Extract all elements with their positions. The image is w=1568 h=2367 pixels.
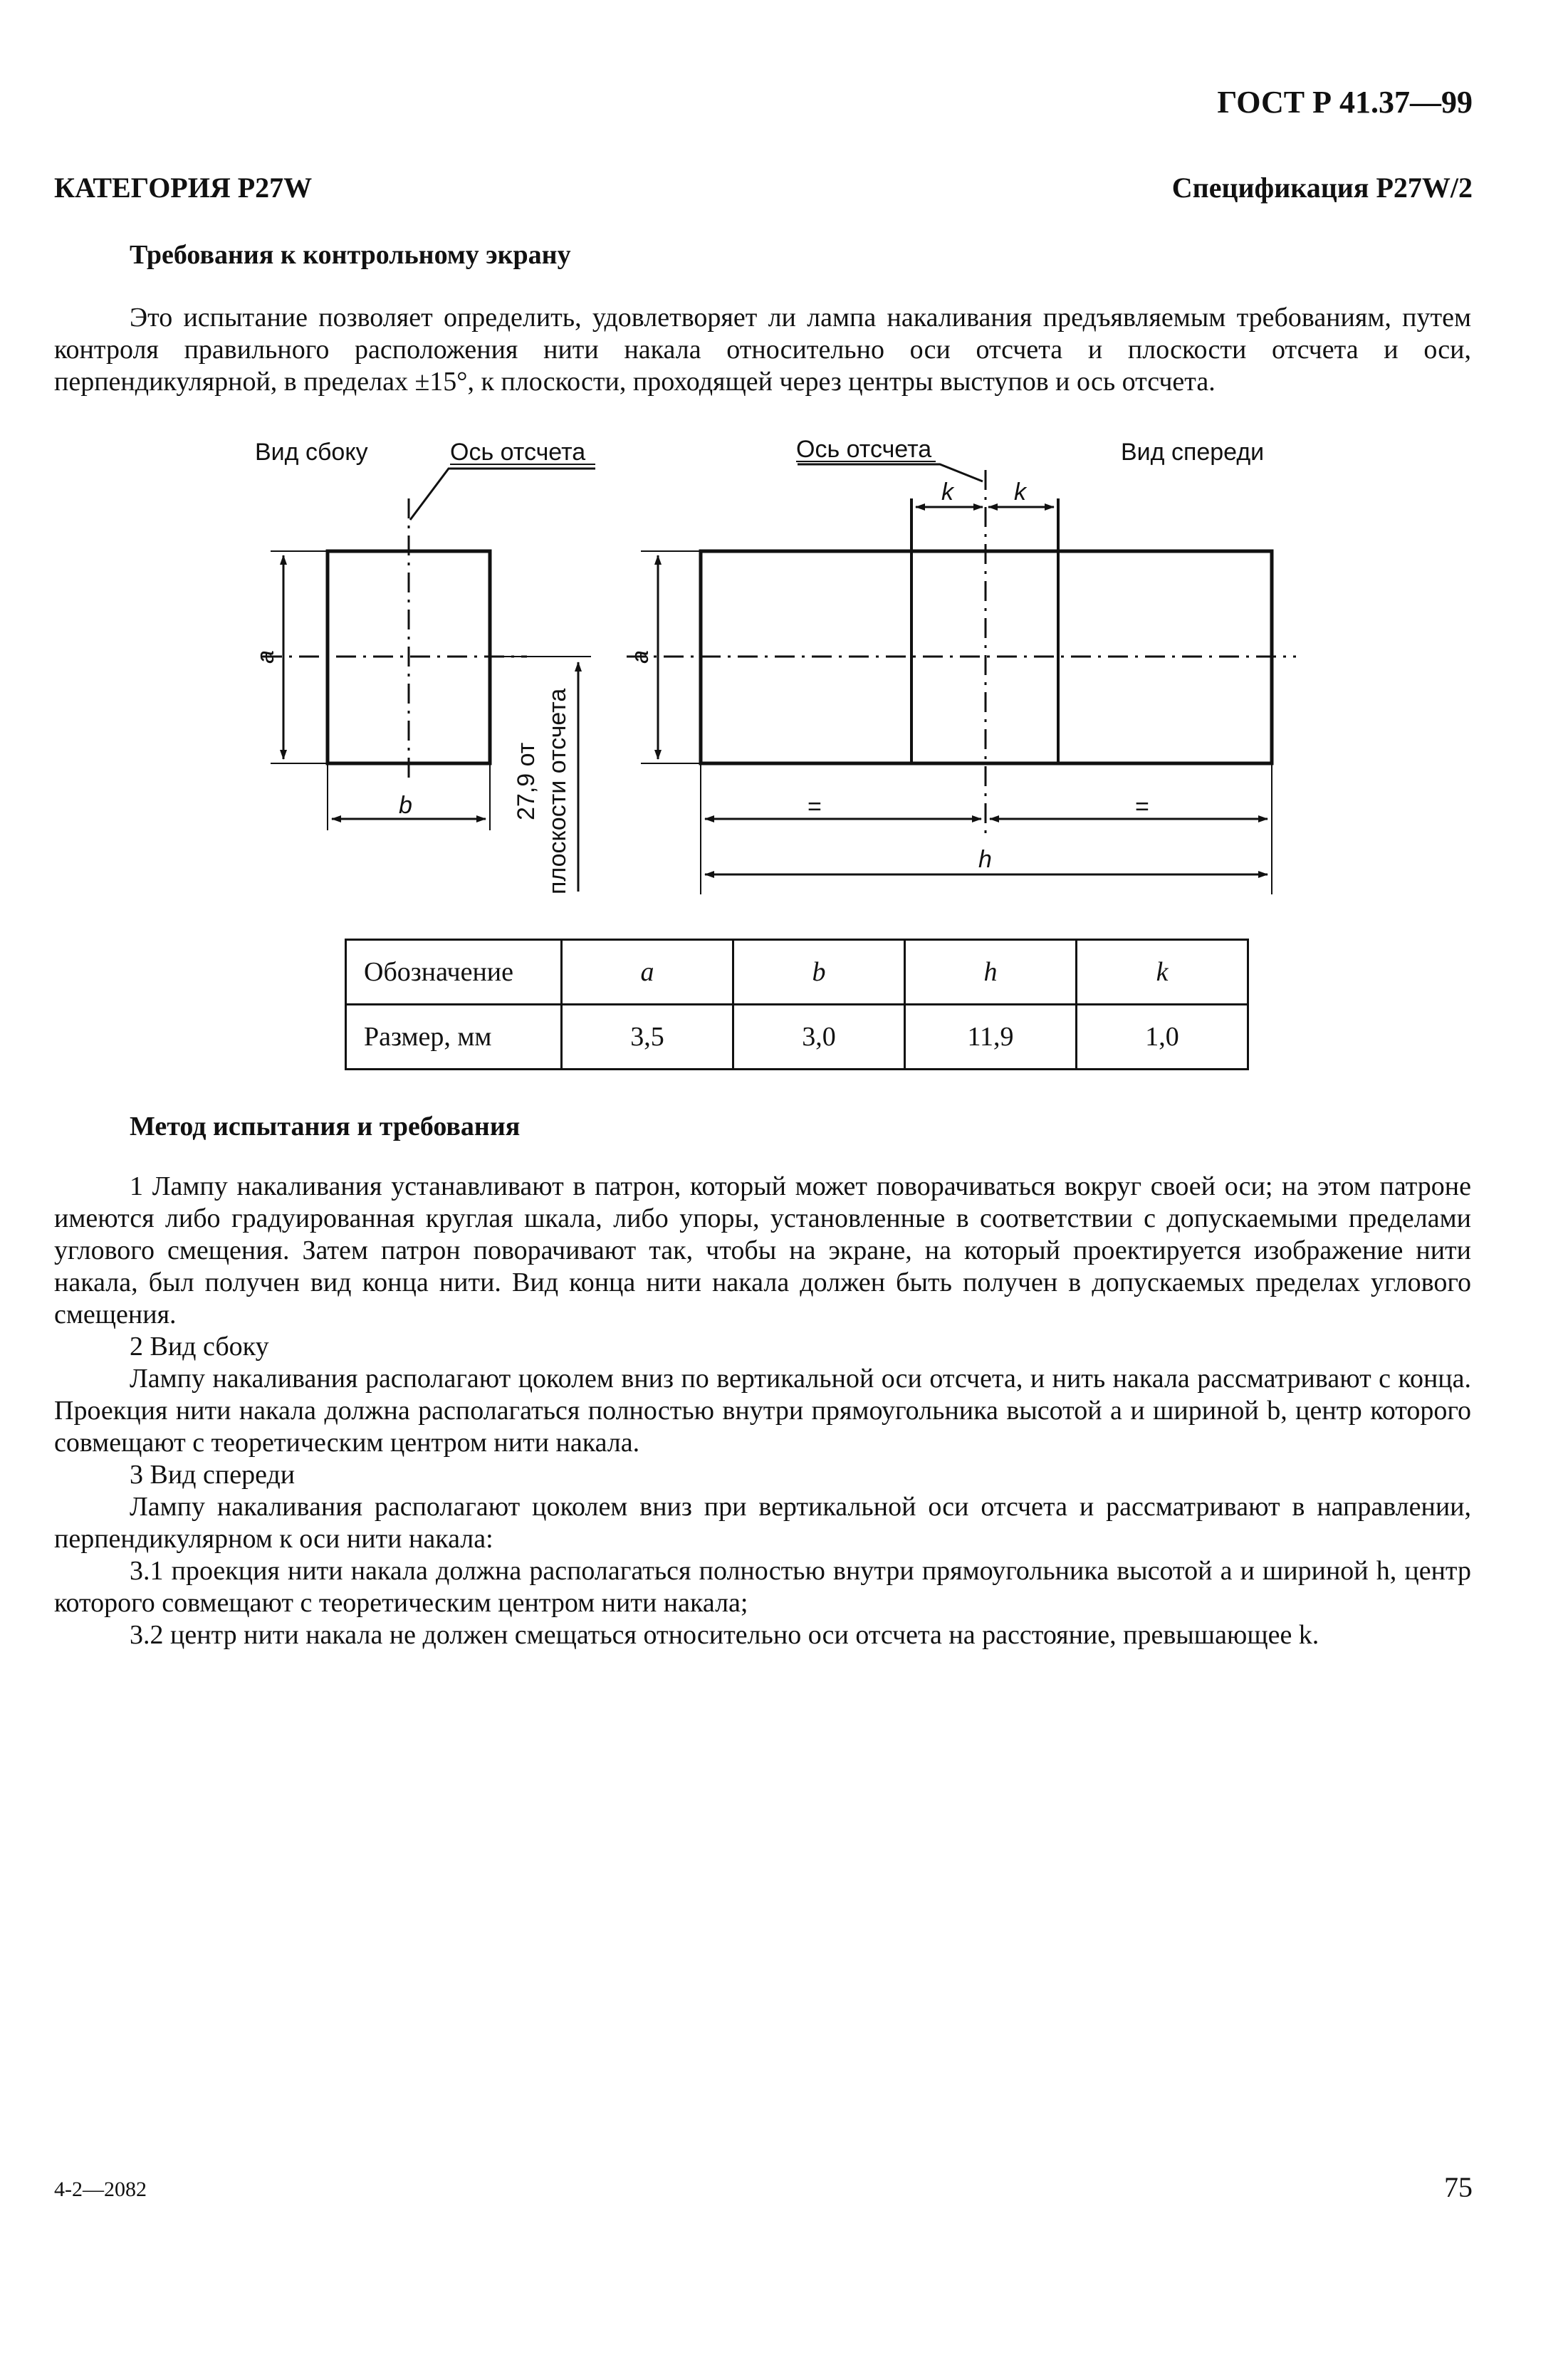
table-row — [346, 1005, 1248, 1070]
filament-position-diagram — [0, 420, 1568, 904]
standard-number: ГОСТ Р 41.37—99 — [1217, 85, 1473, 120]
dim-a-right: a — [627, 650, 654, 664]
dim-k-left: k — [941, 479, 953, 506]
dim-b: b — [399, 792, 412, 819]
screen-requirements-paragraph: Это испытание позволяет определить, удовлетворяет ли лампа накаливания предъявляемым требованиям, путем контроля правильного расположения нити накала относительно оси отсчета и плоскости отсчета и оси, перпендикулярной, в пределах ±15°, к плоскости, проходящей через центры выступов и ось отсчета. — [54, 303, 1471, 397]
dimensions-table — [345, 939, 1249, 1070]
method-paragraph-3-1: 3.1 проекция нити накала должна располагаться полностью внутри прямоугольника высотой a и шириной h, центр которого совмещают с теоретическим центром нити накала; — [54, 1556, 1471, 1618]
dim-k-right: k — [1014, 479, 1026, 506]
specification-title: Спецификация P27W/2 — [1171, 172, 1473, 204]
method-paragraph-3: Лампу накаливания располагают цоколем вниз при вертикальной оси отсчета и рассматривают в направлении, перпендикулярном к оси нити накала: — [54, 1492, 1471, 1554]
front-view-label: Вид спереди — [1121, 439, 1265, 466]
method-paragraph-1: 1 Лампу накаливания устанавливают в патрон, который может поворачиваться вокруг своей оси; на этом патроне имеются либо градуированная круглая шкала, либо упоры, установленные в соответствии с допускаемыми пределами углового смещения. Затем патрон поворачивают так, чтобы на экране, на который проектируется изображение нити накала, был получен вид конца нити. Вид конца нити накала должен быть получен в допускаемых пределах углового смещения. — [54, 1171, 1471, 1329]
table-value: 3,5 — [562, 1005, 733, 1070]
table-row — [346, 940, 1248, 1005]
dim-a-left: a — [252, 650, 279, 664]
dim-equal-right: = — [1135, 793, 1149, 820]
plane-label-line2: плоскости отсчета — [544, 688, 571, 894]
footer-code: 4-2—2082 — [54, 2178, 147, 2201]
category-title: КАТЕГОРИЯ P27W — [54, 172, 313, 204]
method-title: Метод испытания и требования — [130, 1112, 521, 1141]
table-symbol: k — [1077, 940, 1248, 1005]
table-symbol: a — [562, 940, 733, 1005]
table-header-label: Обозначение — [346, 940, 562, 1005]
table-symbol: h — [905, 940, 1077, 1005]
method-paragraph-2: Лампу накаливания располагают цоколем вниз по вертикальной оси отсчета, и нить накала рассматривают с конца. Проекция нити накала должна располагаться полностью внутри прямоугольника высотой a и шириной b, центр которого совмещают с теоретическим центром нити накала. — [54, 1364, 1471, 1458]
method-text — [54, 1171, 1471, 1651]
method-heading-2: 2 Вид сбоку — [130, 1332, 269, 1362]
screen-requirements-title: Требования к контрольному экрану — [130, 240, 571, 270]
axis-label-left: Ось отсчета — [450, 439, 586, 466]
dim-equal-left: = — [807, 793, 822, 820]
method-heading-3: 3 Вид спереди — [130, 1460, 296, 1490]
table-symbol: b — [733, 940, 905, 1005]
table-value: 3,0 — [733, 1005, 905, 1070]
plane-label-line1: 27,9 от — [513, 742, 540, 820]
table-row-label: Размер, мм — [346, 1005, 562, 1070]
table-value: 1,0 — [1077, 1005, 1248, 1070]
table-value: 11,9 — [905, 1005, 1077, 1070]
method-paragraph-3-2: 3.2 центр нити накала не должен смещаться относительно оси отсчета на расстояние, превышающее k. — [130, 1620, 1319, 1650]
side-view-label: Вид сбоку — [255, 439, 368, 466]
screen-requirements-text — [54, 302, 1471, 398]
axis-label-right: Ось отсчета — [796, 436, 932, 463]
page-number: 75 — [1444, 2171, 1473, 2203]
dim-h: h — [978, 846, 992, 873]
